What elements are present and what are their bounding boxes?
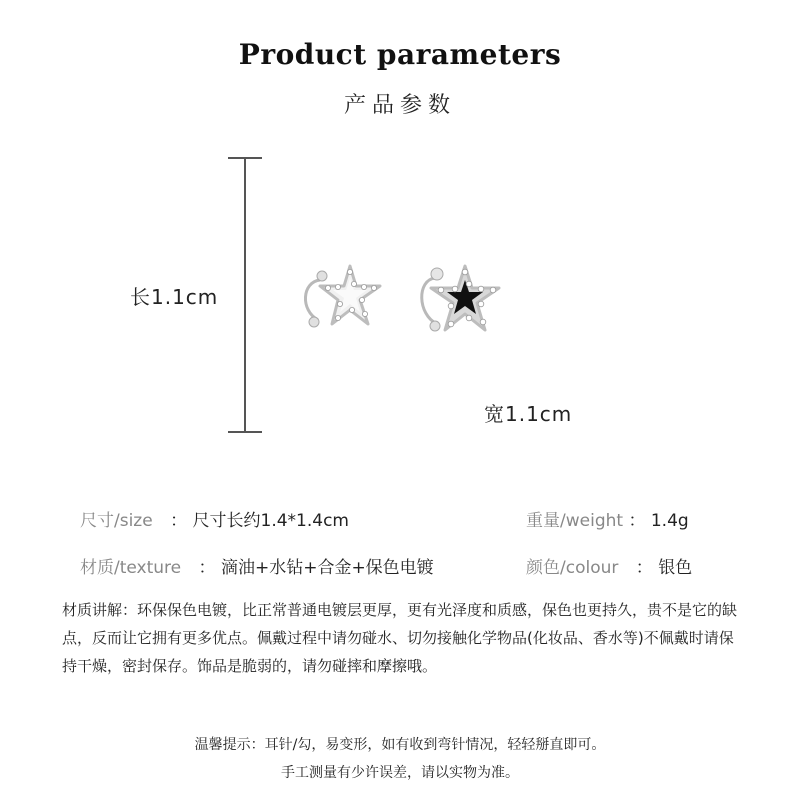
title-english: Product parameters bbox=[238, 38, 562, 71]
size-value: 尺寸长约1.4*1.4cm bbox=[192, 511, 349, 531]
texture-label: 材质/texture bbox=[80, 558, 182, 578]
texture-separator: ： bbox=[198, 558, 216, 578]
size-label: 尺寸/size bbox=[80, 511, 153, 531]
colour-row bbox=[526, 553, 692, 578]
texture-row bbox=[80, 553, 434, 578]
tip-bent-pin: 温馨提示：耳针/勾，易变形，如有收到弯针情况，轻轻掰直即可。 bbox=[194, 737, 606, 753]
earring-white-star-image bbox=[292, 258, 388, 338]
colour-value: 银色 bbox=[658, 558, 693, 578]
length-dimension-line bbox=[228, 150, 262, 440]
weight-row bbox=[526, 506, 689, 531]
tip-measurement-error: 手工测量有少许误差，请以实物为准。 bbox=[281, 765, 519, 781]
title-chinese: 产品参数 bbox=[343, 93, 456, 118]
weight-label: 重量/weight bbox=[526, 511, 624, 531]
material-description: 材质讲解：环保保色电镀，比正常普通电镀层更厚，更有光泽度和质感，保色也更持久，贵不是它的缺点，反而让它拥有更多优点。佩戴过程中请勿碰水、切勿接触化学物品(化妆品、香水等)不佩戴时请保持干燥，密封保存。饰品是脆弱的，请勿碰摔和摩擦哦。 bbox=[62, 601, 738, 675]
weight-value: 1.4g bbox=[650, 511, 689, 531]
colour-label: 颜色/colour bbox=[526, 558, 619, 578]
length-label: 长1.1cm bbox=[130, 285, 219, 309]
texture-value: 滴油+水钻+合金+保色电镀 bbox=[220, 558, 434, 578]
size-row bbox=[80, 506, 349, 531]
size-separator: ： bbox=[170, 511, 188, 531]
weight-separator: ： bbox=[628, 511, 646, 531]
earring-black-star-image bbox=[405, 258, 509, 342]
width-label: 宽1.1cm bbox=[484, 402, 573, 426]
colour-separator: ： bbox=[635, 558, 653, 578]
